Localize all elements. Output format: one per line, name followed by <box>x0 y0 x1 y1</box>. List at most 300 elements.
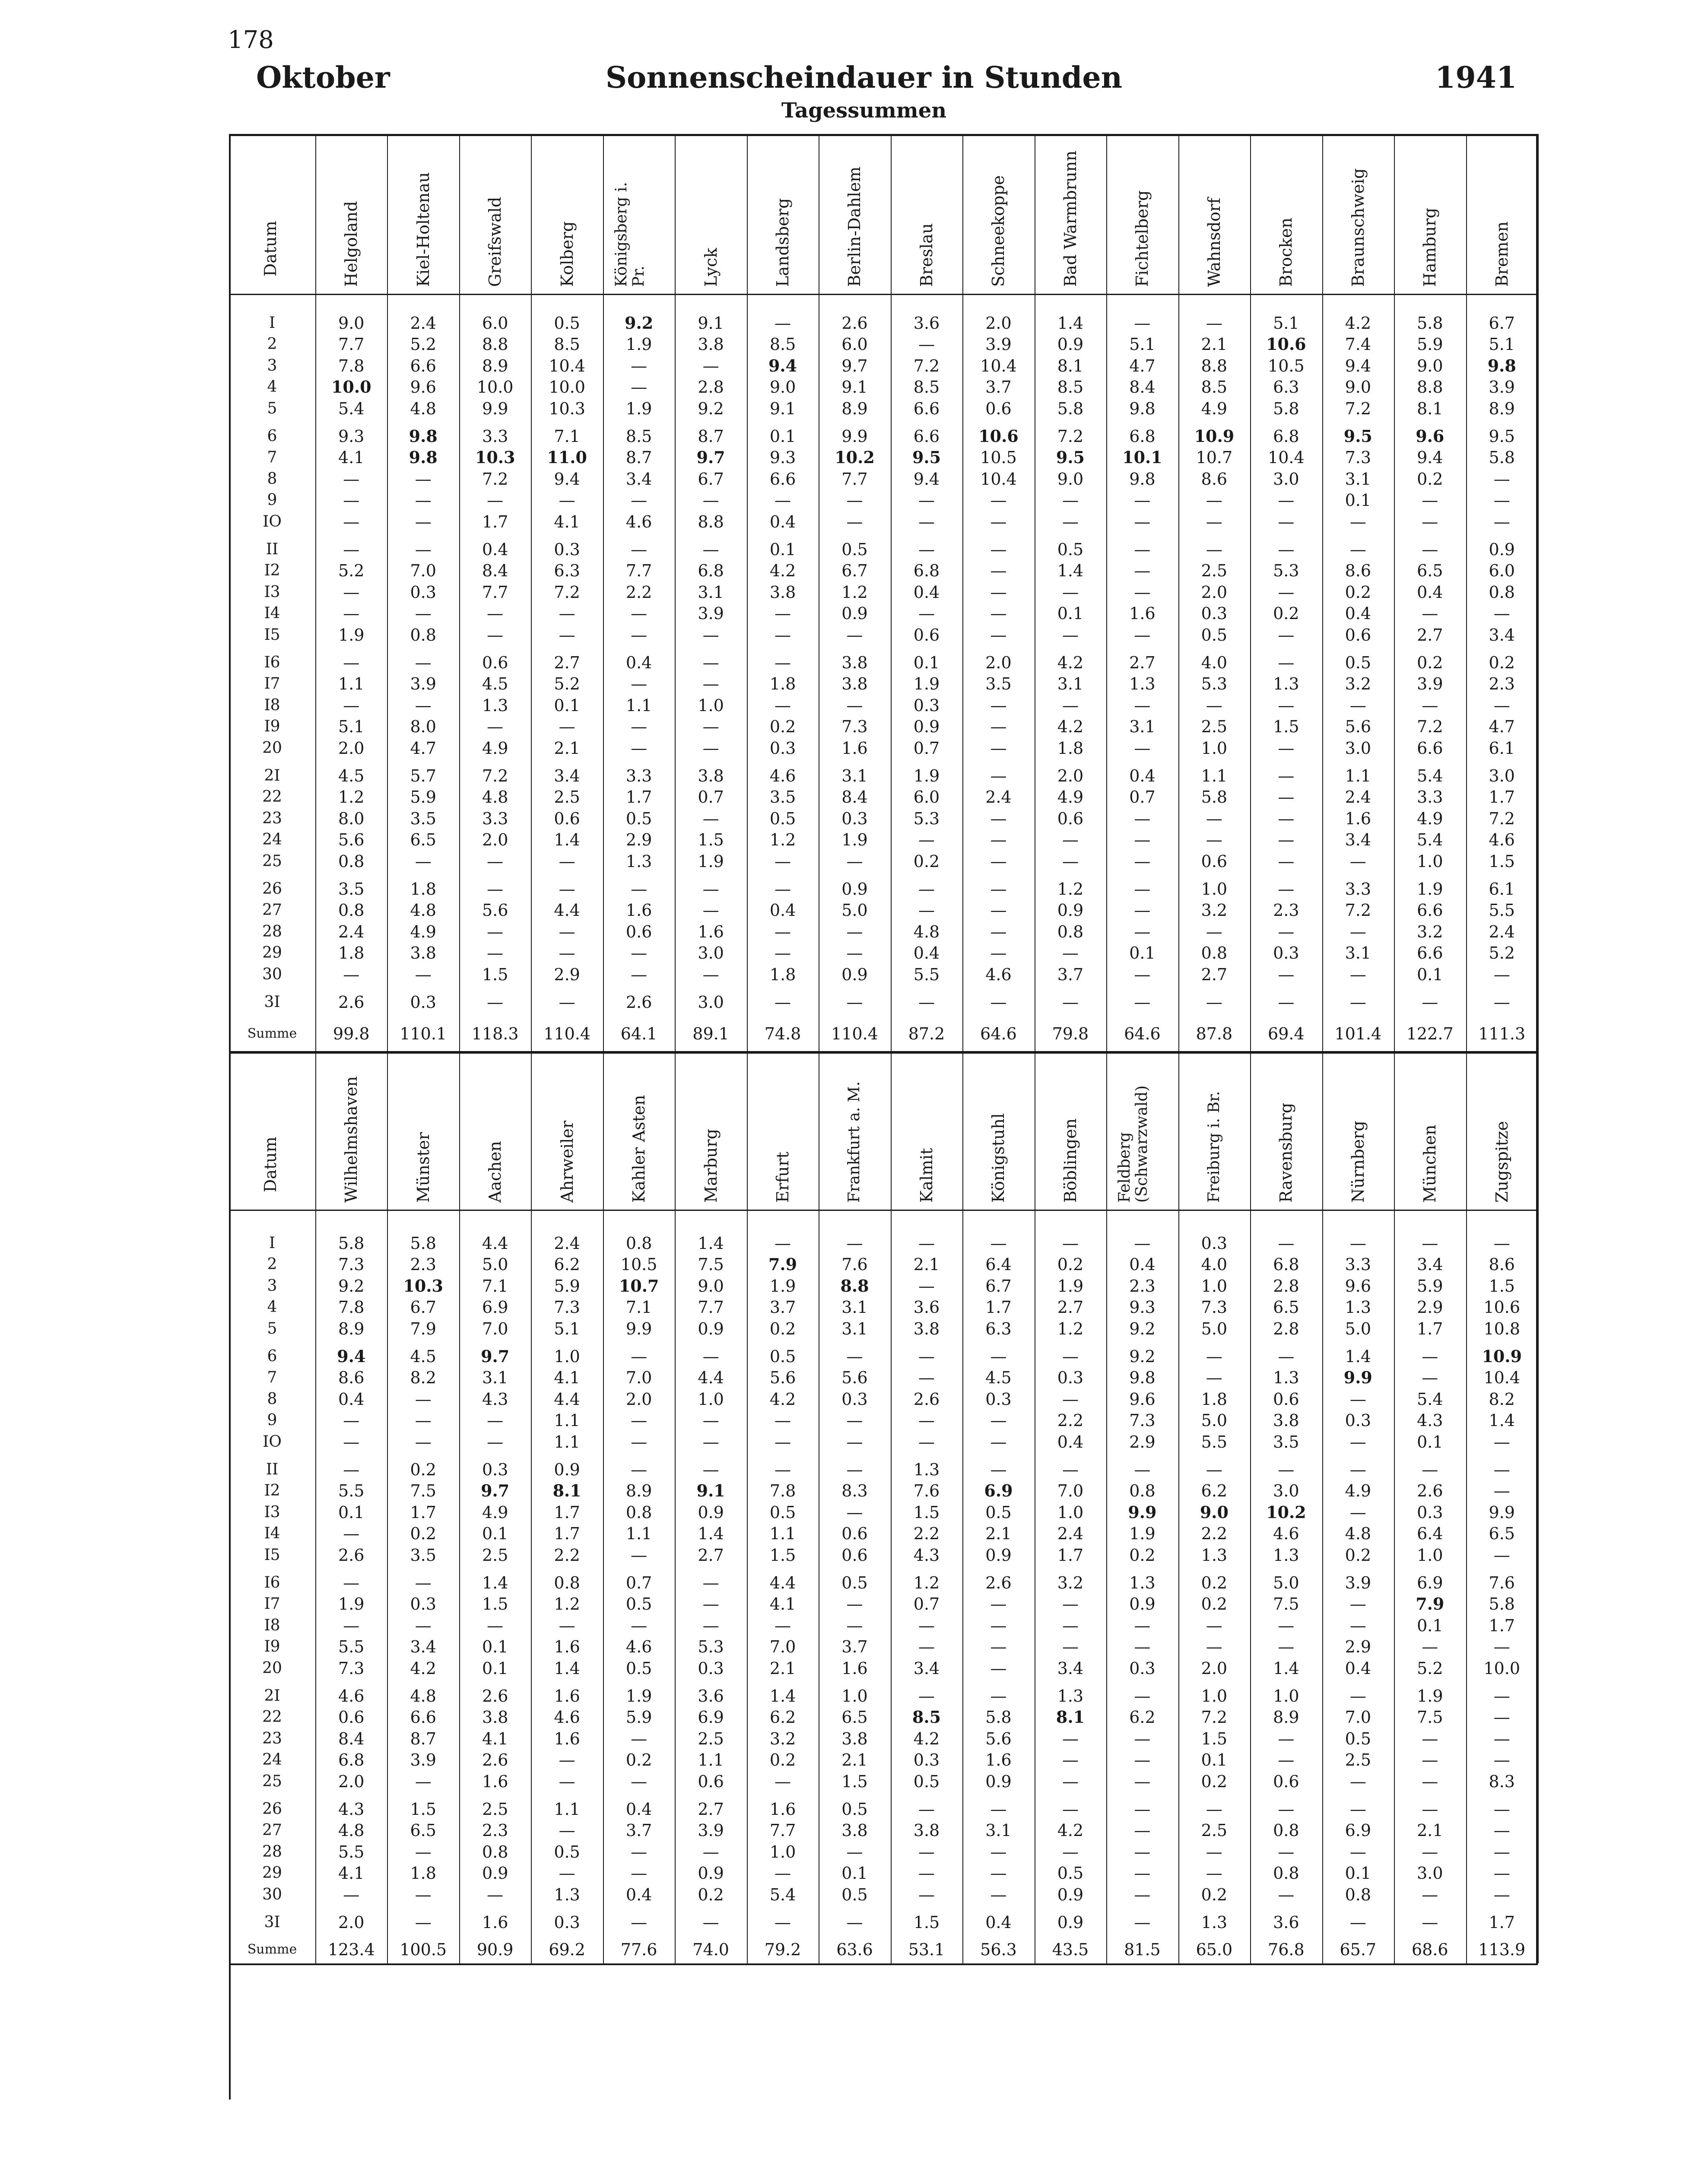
value-cell: 10.9 <box>1482 1347 1522 1366</box>
value-cell: 9.0 <box>1345 378 1371 397</box>
value-cell: — <box>1422 1842 1438 1861</box>
value-cell: 3.1 <box>698 582 724 602</box>
value-cell: 1.9 <box>625 1687 652 1706</box>
value-cell: 4.9 <box>1201 399 1228 418</box>
value-cell: 5.1 <box>554 1319 580 1338</box>
sum-label: Summe <box>247 1942 297 1957</box>
value-cell: 7.7 <box>841 469 868 489</box>
value-cell: 10.6 <box>1266 334 1306 354</box>
value-cell: — <box>631 1913 648 1932</box>
value-cell: — <box>918 1411 935 1430</box>
value-cell: 7.3 <box>554 1298 580 1317</box>
value-cell: 3.0 <box>1417 1864 1443 1883</box>
value-cell: 7.7 <box>625 561 652 581</box>
value-cell: 1.5 <box>913 1913 940 1932</box>
value-cell: 2.5 <box>554 788 580 807</box>
value-cell: 2.1 <box>1417 1821 1443 1840</box>
value-cell: — <box>990 582 1007 602</box>
station-name: Frankfurt a. M. <box>845 1081 864 1203</box>
value-cell: 6.3 <box>1273 378 1299 397</box>
station-header <box>1178 134 1250 294</box>
value-cell: 1.0 <box>769 1842 796 1861</box>
station-header <box>1322 1052 1394 1210</box>
value-cell: 4.6 <box>625 1637 652 1657</box>
value-cell: — <box>1422 1460 1438 1479</box>
value-cell: 10.4 <box>1483 1368 1521 1388</box>
value-cell: — <box>1134 1772 1151 1791</box>
value-cell: — <box>702 1347 719 1366</box>
value-cell: 2.6 <box>985 1573 1012 1592</box>
value-cell: 0.9 <box>1057 1885 1084 1904</box>
value-cell: 0.2 <box>1057 1255 1084 1274</box>
value-cell: — <box>1134 1616 1151 1635</box>
value-cell: — <box>415 1772 432 1791</box>
value-cell: 1.1 <box>554 1411 580 1430</box>
value-cell: 3.0 <box>1273 469 1299 489</box>
value-cell: 1.0 <box>1417 851 1443 871</box>
value-cell: 2.4 <box>338 922 365 941</box>
value-cell: 4.2 <box>1057 717 1084 737</box>
value-cell: — <box>1062 1842 1079 1861</box>
value-cell: — <box>343 1411 360 1430</box>
value-cell: — <box>1278 809 1295 828</box>
value-cell: 6.6 <box>410 1708 436 1727</box>
value-cell: — <box>846 1595 863 1614</box>
value-cell: 3.1 <box>841 766 868 785</box>
value-cell: 2.5 <box>482 1800 508 1819</box>
value-cell: 1.1 <box>338 674 365 694</box>
value-cell: — <box>1422 1772 1438 1791</box>
station-header <box>1106 1052 1178 1210</box>
sum-cell: 118.3 <box>471 1024 519 1043</box>
value-cell: — <box>990 625 1007 645</box>
value-cell: 3.8 <box>913 1319 940 1338</box>
sum-cell: 101.4 <box>1334 1024 1382 1043</box>
value-cell: — <box>631 965 648 984</box>
value-cell: 3.5 <box>338 880 365 899</box>
value-cell: 8.5 <box>1201 378 1228 397</box>
value-cell: 1.1 <box>1345 766 1371 785</box>
value-cell: 8.5 <box>1057 378 1084 397</box>
value-cell: 5.0 <box>1201 1319 1228 1338</box>
day-number: 24 <box>262 831 282 849</box>
value-cell: 5.9 <box>625 1708 652 1727</box>
value-cell: 2.6 <box>482 1750 508 1770</box>
sum-cell: 90.9 <box>476 1940 514 1959</box>
value-cell: 2.4 <box>1345 788 1371 807</box>
value-cell: 3.7 <box>985 378 1012 397</box>
value-cell: — <box>1493 965 1510 984</box>
value-cell: 5.4 <box>1417 766 1443 785</box>
station-header <box>747 1052 819 1210</box>
value-cell: 0.7 <box>698 788 724 807</box>
value-cell: — <box>415 1389 432 1409</box>
value-cell: — <box>1278 922 1295 941</box>
sum-cell: 123.4 <box>327 1940 375 1959</box>
value-cell: 0.2 <box>1201 1573 1228 1592</box>
value-cell: 1.1 <box>554 1432 580 1452</box>
value-cell: 0.6 <box>554 809 580 828</box>
value-cell: 0.5 <box>1057 540 1084 559</box>
value-cell: 4.3 <box>482 1389 508 1409</box>
value-cell: 2.9 <box>625 830 652 850</box>
value-cell: — <box>1493 1800 1510 1819</box>
value-cell: 1.0 <box>1201 1276 1228 1296</box>
value-cell: — <box>559 604 575 623</box>
value-cell: 2.4 <box>985 788 1012 807</box>
value-cell: 7.9 <box>410 1319 436 1338</box>
value-cell: — <box>1278 512 1295 531</box>
value-cell: — <box>343 696 360 715</box>
value-cell: 0.4 <box>625 653 652 672</box>
value-cell: 9.7 <box>841 356 868 375</box>
value-cell: — <box>487 943 504 963</box>
value-cell: — <box>990 1658 1007 1678</box>
value-cell: — <box>1278 696 1295 715</box>
value-cell: — <box>1134 1750 1151 1770</box>
station-header <box>1106 134 1178 294</box>
value-cell: 6.8 <box>1273 427 1299 446</box>
value-cell: — <box>559 922 575 941</box>
value-cell: — <box>343 1524 360 1544</box>
value-cell: 2.5 <box>1201 1821 1228 1840</box>
value-cell: — <box>775 922 791 941</box>
value-cell: 7.7 <box>338 335 365 354</box>
day-number: 3I <box>264 1913 280 1931</box>
value-cell: — <box>487 993 504 1012</box>
value-cell: 0.4 <box>625 1885 652 1904</box>
value-cell: — <box>559 625 575 645</box>
value-cell: 3.9 <box>698 1821 724 1840</box>
value-cell: — <box>1134 1687 1151 1706</box>
value-cell: 0.5 <box>554 314 580 333</box>
value-cell: — <box>702 1460 719 1479</box>
station-header <box>603 134 675 294</box>
value-cell: 0.2 <box>1201 1772 1228 1791</box>
value-cell: — <box>846 1842 863 1861</box>
value-cell: 1.2 <box>913 1573 940 1592</box>
value-cell: — <box>559 1750 575 1770</box>
value-cell: 0.3 <box>841 809 868 828</box>
day-number: 5 <box>267 1319 277 1337</box>
value-cell: — <box>1206 1616 1222 1635</box>
value-cell: 4.2 <box>769 561 796 581</box>
value-cell: 1.8 <box>338 943 365 963</box>
value-cell: — <box>415 1842 432 1861</box>
value-cell: 9.9 <box>1128 1502 1157 1522</box>
value-cell: 1.3 <box>1273 674 1299 694</box>
value-cell: 5.9 <box>410 788 436 807</box>
value-cell: 0.9 <box>985 1772 1012 1791</box>
value-cell: — <box>1422 993 1438 1012</box>
value-cell: 4.1 <box>769 1595 796 1614</box>
value-cell: 9.3 <box>1129 1298 1156 1317</box>
value-cell: 1.9 <box>913 674 940 694</box>
value-cell: 4.4 <box>769 1573 796 1592</box>
value-cell: 2.9 <box>1417 1298 1443 1317</box>
value-cell: 0.8 <box>1057 922 1084 941</box>
value-cell: 0.3 <box>554 1913 580 1932</box>
value-cell: — <box>846 1502 863 1522</box>
value-cell: 6.6 <box>1417 901 1443 920</box>
day-number: II <box>266 1461 279 1478</box>
value-cell: — <box>487 491 504 510</box>
value-cell: — <box>487 1616 504 1635</box>
station-name: Königsberg i. Pr. <box>613 182 648 287</box>
value-cell: — <box>702 880 719 899</box>
value-cell: 6.4 <box>1417 1524 1443 1544</box>
page-subtitle: Tagessummen <box>781 98 947 123</box>
value-cell: — <box>343 540 360 559</box>
value-cell: — <box>631 604 648 623</box>
value-cell: — <box>631 943 648 963</box>
value-cell: 0.7 <box>913 738 940 758</box>
value-cell: — <box>1493 1885 1510 1904</box>
value-cell: 6.5 <box>410 1821 436 1840</box>
value-cell: 1.9 <box>625 399 652 418</box>
value-cell: 1.5 <box>1273 717 1299 737</box>
value-cell: 1.9 <box>338 625 365 645</box>
value-cell: 0.2 <box>1345 582 1371 602</box>
value-cell: — <box>775 653 791 672</box>
value-cell: 4.1 <box>554 1368 580 1388</box>
station-header <box>1394 134 1466 294</box>
value-cell: 0.5 <box>554 1842 580 1861</box>
value-cell: 6.9 <box>698 1708 724 1727</box>
value-cell: 8.4 <box>841 788 868 807</box>
value-cell: — <box>1422 604 1438 623</box>
value-cell: — <box>415 1885 432 1904</box>
value-cell: 1.2 <box>769 830 796 850</box>
value-cell: — <box>775 1460 791 1479</box>
value-cell: 2.1 <box>913 1255 940 1274</box>
value-cell: — <box>559 717 575 737</box>
value-cell: 7.3 <box>338 1658 365 1678</box>
value-cell: 8.5 <box>913 378 940 397</box>
value-cell: — <box>631 880 648 899</box>
value-cell: — <box>1062 512 1079 531</box>
value-cell: — <box>559 851 575 871</box>
station-header <box>1250 1052 1322 1210</box>
value-cell: 0.9 <box>985 1545 1012 1565</box>
value-cell: 2.0 <box>985 314 1012 333</box>
value-cell: — <box>990 738 1007 758</box>
day-number: 8 <box>267 1390 277 1408</box>
value-cell: 1.1 <box>625 696 652 715</box>
value-cell: 10.4 <box>980 469 1017 489</box>
value-cell: 6.6 <box>1417 943 1443 963</box>
station-header <box>962 134 1034 294</box>
value-cell: 2.8 <box>1273 1276 1299 1296</box>
value-cell: 3.2 <box>1417 922 1443 941</box>
value-cell: 4.2 <box>1345 314 1371 333</box>
value-cell: 1.2 <box>841 582 868 602</box>
value-cell: 8.4 <box>338 1729 365 1748</box>
value-cell: 2.3 <box>482 1821 508 1840</box>
value-cell: 2.4 <box>1489 922 1515 941</box>
value-cell: — <box>846 696 863 715</box>
value-cell: 0.2 <box>1201 1885 1228 1904</box>
value-cell: 7.6 <box>1489 1573 1515 1592</box>
day-number: 9 <box>267 1411 277 1429</box>
value-cell: 6.7 <box>1489 314 1515 333</box>
value-cell: 7.4 <box>1345 335 1371 354</box>
value-cell: 7.3 <box>338 1255 365 1274</box>
value-cell: — <box>1278 880 1295 899</box>
value-cell: — <box>1422 1347 1438 1366</box>
value-cell: 1.2 <box>1057 880 1084 899</box>
sum-cell: 65.0 <box>1196 1940 1233 1959</box>
station-name: Böblingen <box>1060 1118 1080 1203</box>
value-cell: 7.9 <box>1416 1594 1444 1614</box>
sum-cell: 68.6 <box>1411 1940 1448 1959</box>
value-cell: 9.2 <box>1129 1347 1156 1366</box>
day-number: I <box>269 1234 276 1252</box>
value-cell: 10.3 <box>403 1276 443 1296</box>
value-cell: 9.6 <box>410 378 436 397</box>
value-cell: 5.6 <box>841 1368 868 1388</box>
value-cell: — <box>415 696 432 715</box>
value-cell: — <box>1422 1234 1438 1253</box>
value-cell: 4.0 <box>1201 653 1228 672</box>
value-cell: 3.2 <box>1201 901 1228 920</box>
value-cell: 10.0 <box>549 378 585 397</box>
value-cell: 4.8 <box>410 1687 436 1706</box>
value-cell: 1.3 <box>482 696 508 715</box>
sum-cell: 79.2 <box>764 1940 801 1959</box>
value-cell: 0.5 <box>1057 1864 1084 1883</box>
value-cell: 3.1 <box>1129 717 1156 737</box>
value-cell: 9.0 <box>1200 1502 1229 1522</box>
value-cell: 5.6 <box>482 901 508 920</box>
sum-cell: 63.6 <box>836 1940 873 1959</box>
value-cell: — <box>343 582 360 602</box>
value-cell: 0.9 <box>841 965 868 984</box>
station-name: Greifswald <box>486 197 505 287</box>
value-cell: 1.9 <box>1057 1276 1084 1296</box>
value-cell: 3.7 <box>625 1821 652 1840</box>
value-cell: 5.1 <box>338 717 365 737</box>
value-cell: 1.7 <box>410 1502 436 1522</box>
value-cell: — <box>1134 1234 1151 1253</box>
value-cell: 2.7 <box>1057 1298 1084 1317</box>
value-cell: 0.2 <box>410 1460 436 1479</box>
value-cell: — <box>775 1616 791 1635</box>
station-name: Brocken <box>1276 217 1296 287</box>
value-cell: 1.8 <box>1057 738 1084 758</box>
value-cell: 0.2 <box>1489 653 1515 672</box>
value-cell: — <box>1493 1864 1510 1883</box>
value-cell: 0.7 <box>1129 788 1156 807</box>
sum-cell: 87.2 <box>908 1024 945 1043</box>
value-cell: 8.2 <box>410 1368 436 1388</box>
value-cell: 2.9 <box>1129 1432 1156 1452</box>
value-cell: — <box>702 674 719 694</box>
value-cell: — <box>990 880 1007 899</box>
day-number: I9 <box>264 1638 280 1656</box>
value-cell: 0.6 <box>338 1708 365 1727</box>
value-cell: 6.7 <box>841 561 868 581</box>
value-cell: 8.7 <box>625 448 652 467</box>
value-cell: 2.6 <box>913 1389 940 1409</box>
sum-cell: 122.7 <box>1406 1024 1454 1043</box>
value-cell: 5.5 <box>338 1481 365 1501</box>
value-cell: 4.5 <box>985 1368 1012 1388</box>
value-cell: 3.0 <box>698 993 724 1012</box>
value-cell: 1.0 <box>1201 738 1228 758</box>
value-cell: 0.6 <box>698 1772 724 1791</box>
value-cell: — <box>990 1800 1007 1819</box>
value-cell: 4.6 <box>625 512 652 531</box>
value-cell: 0.1 <box>1417 1616 1443 1635</box>
value-cell: — <box>1134 561 1151 581</box>
value-cell: — <box>1134 965 1151 984</box>
value-cell: 0.5 <box>769 1502 796 1522</box>
value-cell: 0.5 <box>841 1573 868 1592</box>
value-cell: — <box>1206 809 1222 828</box>
value-cell: — <box>1349 540 1366 559</box>
station-header <box>1466 134 1538 294</box>
value-cell: — <box>702 809 719 828</box>
value-cell: 1.2 <box>554 1595 580 1614</box>
value-cell: 5.8 <box>1417 314 1443 333</box>
value-cell: 3.8 <box>913 1821 940 1840</box>
value-cell: — <box>990 1842 1007 1861</box>
day-number: 25 <box>262 1772 282 1790</box>
value-cell: 4.2 <box>769 1389 796 1409</box>
value-cell: 5.0 <box>1201 1411 1228 1430</box>
value-cell: 1.3 <box>1201 1545 1228 1565</box>
value-cell: 2.0 <box>985 653 1012 672</box>
value-cell: 1.6 <box>625 901 652 920</box>
value-cell: 7.2 <box>1489 809 1515 828</box>
value-cell: 2.5 <box>1201 561 1228 581</box>
value-cell: — <box>415 1432 432 1452</box>
value-cell: — <box>918 830 935 850</box>
value-cell: — <box>1134 1729 1151 1748</box>
value-cell: 3.8 <box>482 1708 508 1727</box>
sum-label: Summe <box>247 1026 297 1041</box>
station-header <box>1322 134 1394 294</box>
value-cell: 3.6 <box>1273 1913 1299 1932</box>
value-cell: — <box>918 1842 935 1861</box>
value-cell: — <box>702 965 719 984</box>
value-cell: 7.2 <box>554 582 580 602</box>
value-cell: 1.8 <box>1201 1389 1228 1409</box>
value-cell: 0.2 <box>769 1319 796 1338</box>
value-cell: — <box>631 491 648 510</box>
value-cell: — <box>1349 1687 1366 1706</box>
value-cell: — <box>918 1234 935 1253</box>
day-number: 29 <box>262 1864 282 1882</box>
value-cell: 3.5 <box>985 674 1012 694</box>
value-cell: — <box>1278 830 1295 850</box>
value-cell: 6.7 <box>698 469 724 489</box>
station-name: Erfurt <box>773 1152 793 1203</box>
value-cell: 6.5 <box>1417 561 1443 581</box>
value-cell: — <box>1278 1750 1295 1770</box>
value-cell: — <box>631 1729 648 1748</box>
value-cell: 6.8 <box>1129 427 1156 446</box>
value-cell: 5.1 <box>1129 335 1156 354</box>
value-cell: 0.4 <box>769 901 796 920</box>
value-cell: 0.6 <box>841 1545 868 1565</box>
value-cell: 8.2 <box>1489 1389 1515 1409</box>
value-cell: 10.6 <box>1483 1298 1521 1317</box>
value-cell: 3.1 <box>841 1298 868 1317</box>
value-cell: 9.9 <box>482 399 508 418</box>
value-cell: 5.8 <box>1489 448 1515 467</box>
